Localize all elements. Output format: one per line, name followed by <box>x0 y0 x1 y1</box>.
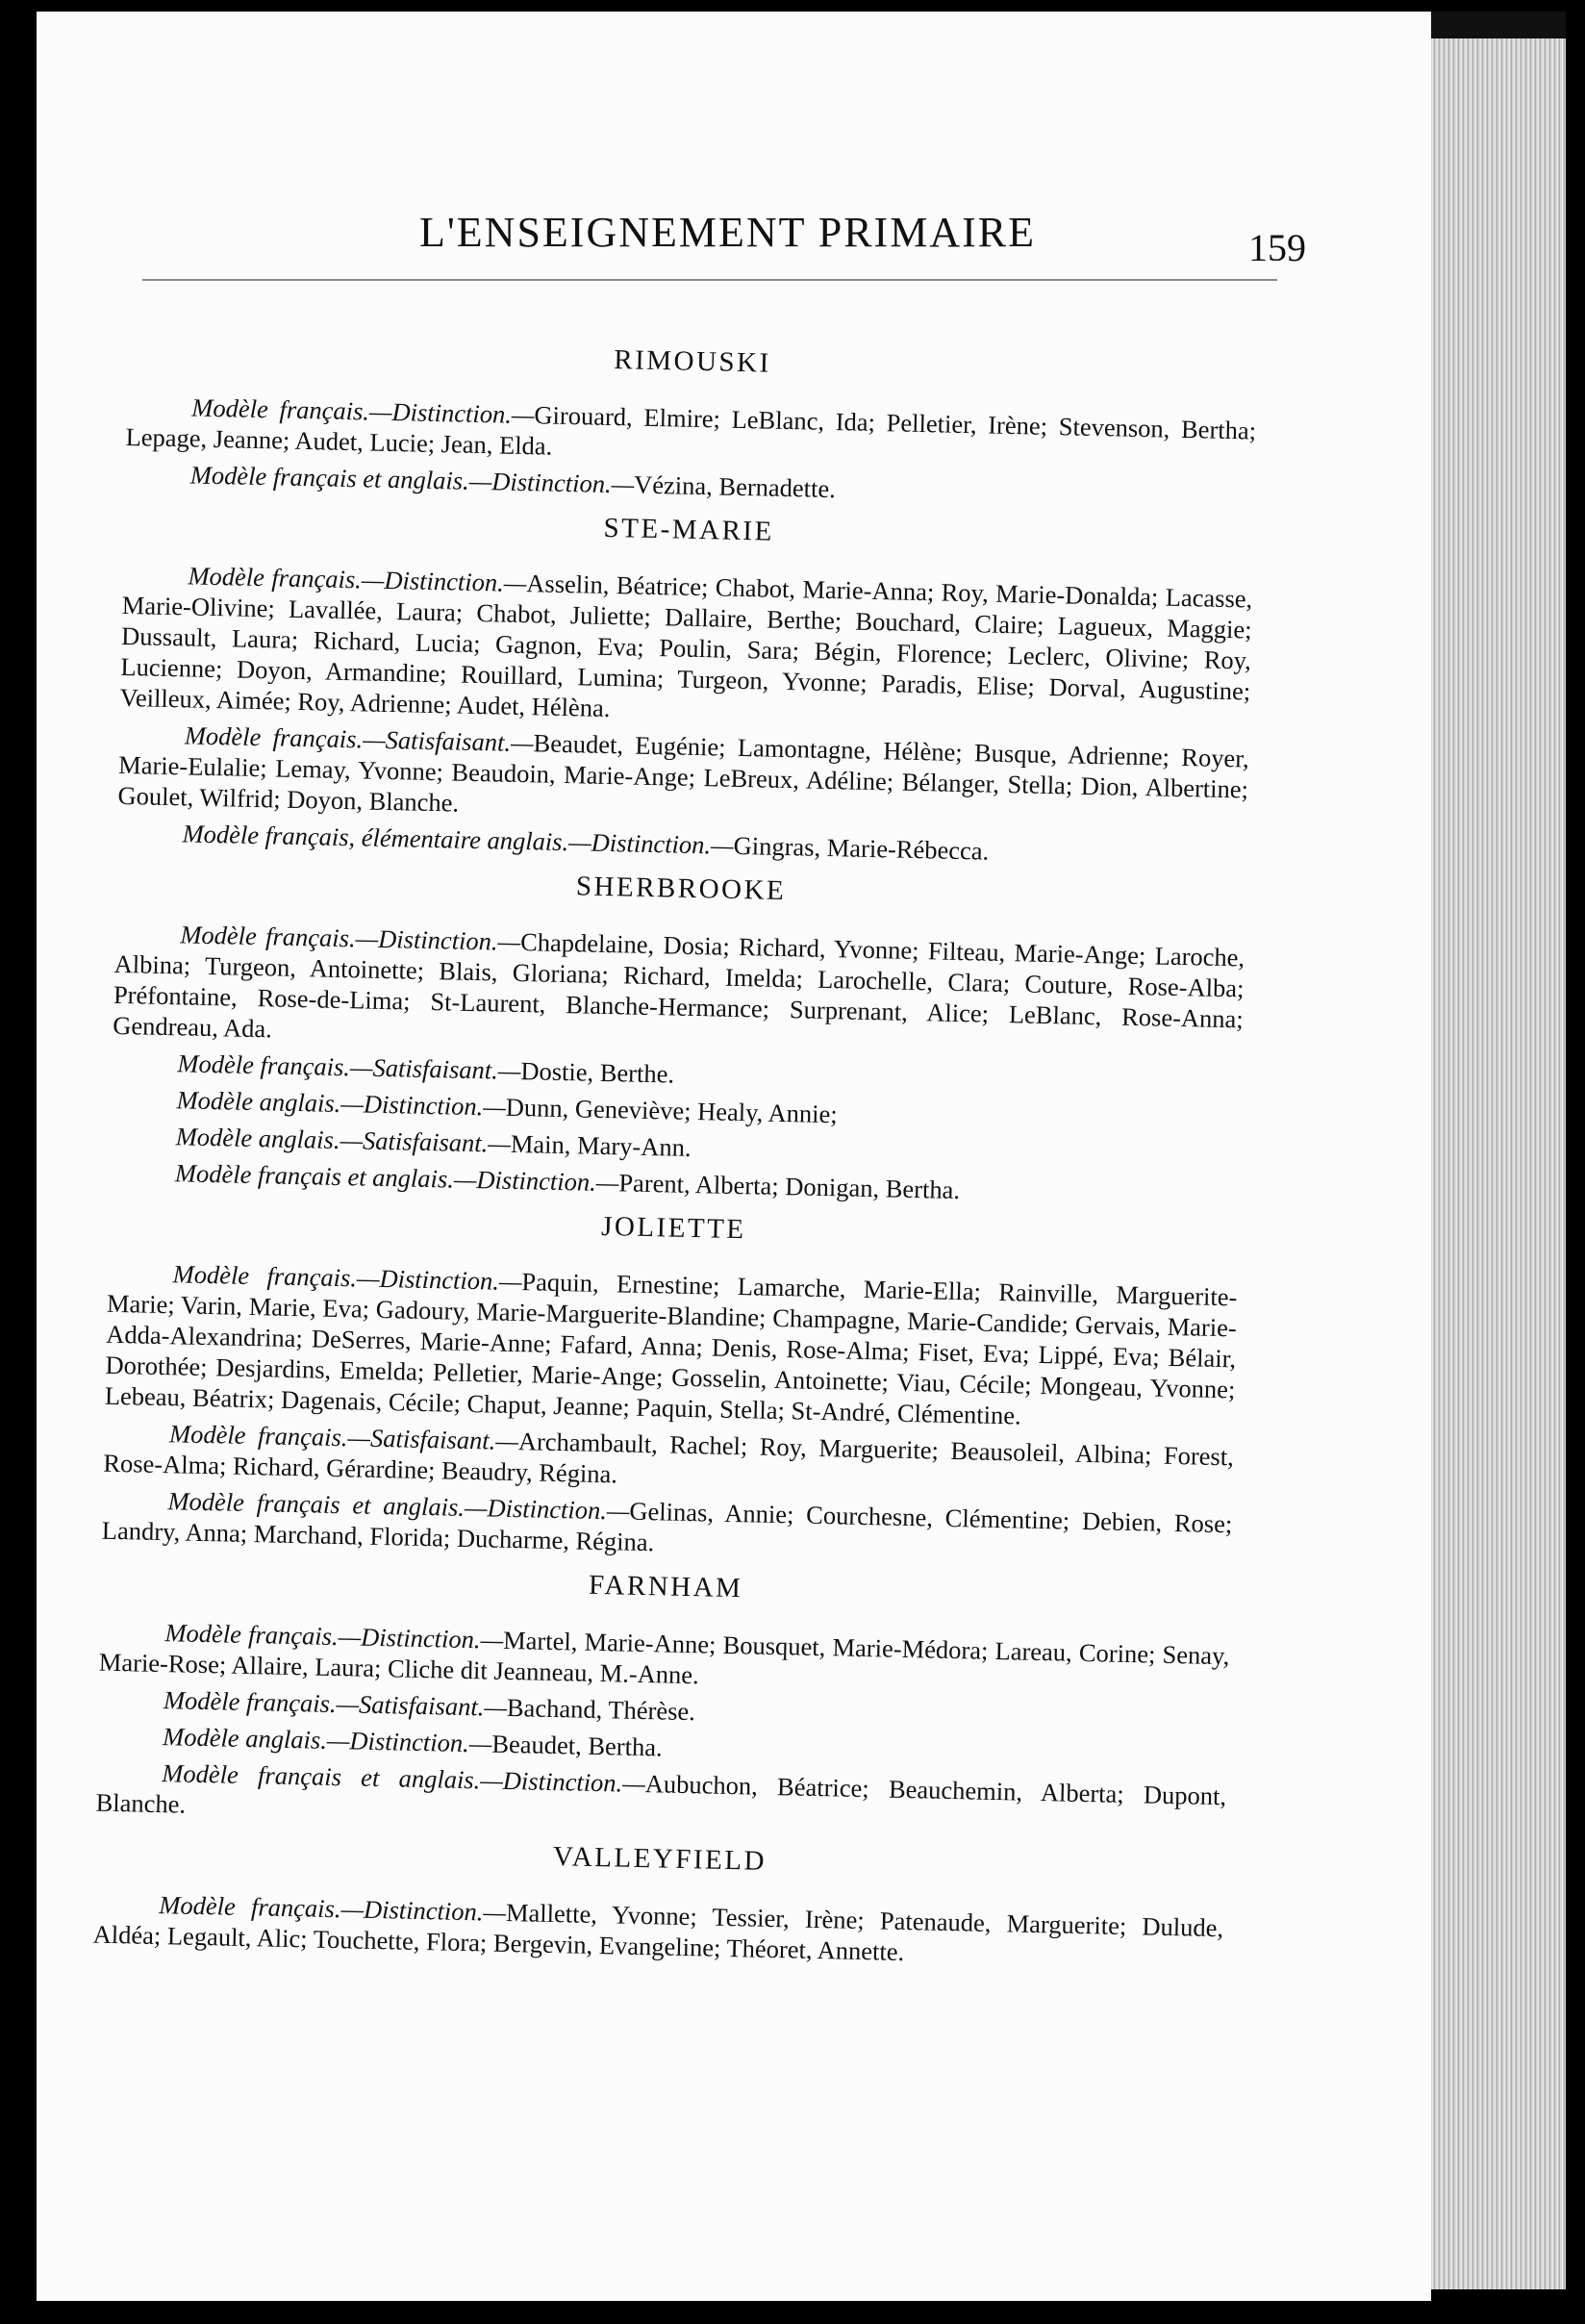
category-label: Modèle anglais.—Satisfaisant.— <box>175 1122 512 1158</box>
names-list: Dostie, Berthe. <box>520 1056 675 1089</box>
category-label: Modèle anglais.—Distinction.— <box>176 1085 507 1122</box>
running-head: L'ENSEIGNEMENT PRIMAIRE <box>419 209 1036 256</box>
category-label: Modèle français.—Distinction.— <box>191 392 535 430</box>
names-list: Dunn, Geneviève; Healy, Annie; <box>505 1092 838 1129</box>
category-label: Modèle français.—Distinction.— <box>188 561 527 598</box>
section-ste-marie <box>116 502 1254 872</box>
section-joliette <box>102 1200 1240 1571</box>
names-list: Beaudet, Eugénie; Lamontagne, Hélène; Busque, Adrienne; Royer, Marie-Eulalie; Lemay, Yvonne; Beaudoin, Marie-Ange; LeBreux, Adéline; Bélanger, Stella; Dion, Albertine; Goulet, Wilfrid; Doyon, Blanche. <box>117 728 1249 818</box>
category-label: Modèle français.—Distinction.— <box>159 1890 507 1927</box>
names-list: Chapdelaine, Dosia; Richard, Yvonne; Filteau, Marie-Ange; Laroche, Albina; Turgeon, Antoinette; Blais, Gloriana; Richard, Imelda; Larochelle, Clara; Couture, Rose-Alba; Préfontaine, Rose-de-Lima; St-Laurent, Blanche-Hermance; Surprenant, Alice; LeBlanc, Rose-Anna; Gendreau, Ada. <box>112 927 1245 1044</box>
page-body <box>92 334 1258 1987</box>
section-sherbrooke <box>110 861 1246 1212</box>
names-list: Beaudet, Bertha. <box>491 1729 664 1762</box>
region-title: SHERBROOKE <box>575 871 787 907</box>
region-title: STE-MARIE <box>603 512 775 547</box>
region-title: VALLEYFIELD <box>552 1841 767 1877</box>
category-label: Modèle français.—Satisfaisant.— <box>163 1685 508 1722</box>
category-label: Modèle français et anglais.—Distinction.— <box>162 1758 646 1799</box>
names-list: Aubuchon, Béatrice; Beauchemin, Alberta; Dupont, Blanche. <box>95 1769 1227 1819</box>
category-label: Modèle français, élémentaire anglais.—Distinction.— <box>182 819 734 860</box>
names-list: Gelinas, Annie; Courchesne, Clémentine; Debien, Rose; Landry, Anna; Marchand, Florida; Ducharme, Régina. <box>101 1496 1233 1557</box>
category-label: Modèle français.—Distinction.— <box>180 920 521 957</box>
category-label: Modèle anglais.—Distinction.— <box>162 1722 492 1758</box>
names-list: Martel, Marie-Anne; Bousquet, Marie-Médora; Lareau, Corine; Senay, Marie-Rose; Allaire, Laura; Cliche dit Jeanneau, M.-Anne. <box>98 1625 1230 1690</box>
category-label: Modèle français et anglais.—Distinction.— <box>174 1158 619 1198</box>
category-label: Modèle français.—Satisfaisant.— <box>177 1048 521 1086</box>
entry <box>113 918 1245 1066</box>
names-list: Asselin, Béatrice; Chabot, Marie-Anna; Roy, Marie-Donalda; Lacasse, Marie-Olivine; Lavallée, Laura; Chabot, Juliette; Dallaire, Berthe; Bouchard, Claire; Lagueux, Maggie; Dussault, Laura; Richard, Lucia; Gagnon, Eva; Poulin, Sara; Bégin, Florence; Leclerc, Olivine; Roy, Lucienne; Doyon, Armandine; Rouillard, Lumina; Turgeon, Yvonne; Paradis, Elise; Dorval, Augustine; Veilleux, Aimée; Roy, Adrienne; Audet, Hélèna. <box>119 568 1253 723</box>
region-title: RIMOUSKI <box>613 344 772 379</box>
category-label: Modèle français.—Distinction.— <box>172 1259 522 1297</box>
entry <box>105 1257 1238 1436</box>
region-title: JOLIETTE <box>600 1210 746 1246</box>
region-title: FARNHAM <box>588 1569 743 1604</box>
page-edges <box>1431 38 1566 2289</box>
names-list: Mallette, Yvonne; Tessier, Irène; Patenaude, Marguerite; Dulude, Aldéa; Legault, Alic; Touchette, Flora; Bergevin, Evangeline; Théoret, Annette. <box>92 1897 1224 1967</box>
header-rule <box>142 279 1277 281</box>
category-label: Modèle français et anglais.—Distinction.— <box>189 460 635 499</box>
category-label: Modèle français.—Satisfaisant.— <box>184 720 534 758</box>
category-label: Modèle français.—Satisfaisant.— <box>168 1419 519 1456</box>
category-label: Modèle français.—Distinction.— <box>164 1618 504 1655</box>
section-farnham <box>95 1559 1231 1843</box>
section-valleyfield <box>92 1831 1224 1975</box>
names-list: Vézina, Bernadette. <box>633 469 837 504</box>
names-list: Gingras, Marie-Rébecca. <box>733 830 990 866</box>
names-list: Archambault, Rachel; Roy, Marguerite; Beausoleil, Albina; Forest, Rose-Alma; Richard, Gérardine; Beaudry, Régina. <box>103 1427 1235 1489</box>
names-list: Paquin, Ernestine; Lamarche, Marie-Ella; Rainville, Marguerite-Marie; Varin, Marie, Eva; Gadoury, Marie-Marguerite-Blandine; Champagne, Marie-Candide; Gervais, Marie-Adda-Alexandrina; DeSerres, Marie-Anne; Fafard, Anna; Denis, Rose-Alma; Fiset, Eva; Lippé, Eva; Bélair, Dorothée; Desjardins, Emelda; Pelletier, Marie-Ange; Gosselin, Antoinette; Viau, Cécile; Mongeau, Yvonne; Lebeau, Béatrix; Dagenais, Cécile; Chaput, Jeanne; Paquin, Stella; St-André, Clémentine. <box>104 1267 1238 1430</box>
entry <box>117 719 1249 836</box>
names-list: Girouard, Elmire; LeBlanc, Ida; Pelletier, Irène; Stevenson, Bertha; Lepage, Jeanne; Audet, Lucie; Jean, Elda. <box>125 400 1257 461</box>
names-list: Bachand, Thérèse. <box>506 1692 696 1727</box>
book-page <box>37 12 1431 2301</box>
entry <box>92 1888 1223 1975</box>
names-list: Parent, Alberta; Donigan, Bertha. <box>618 1168 961 1205</box>
entry <box>119 559 1252 738</box>
page-number: 159 <box>1248 226 1306 269</box>
names-list: Main, Mary-Ann. <box>510 1128 692 1162</box>
section-rimouski <box>124 334 1257 514</box>
category-label: Modèle français et anglais.—Distinction.— <box>167 1486 630 1526</box>
